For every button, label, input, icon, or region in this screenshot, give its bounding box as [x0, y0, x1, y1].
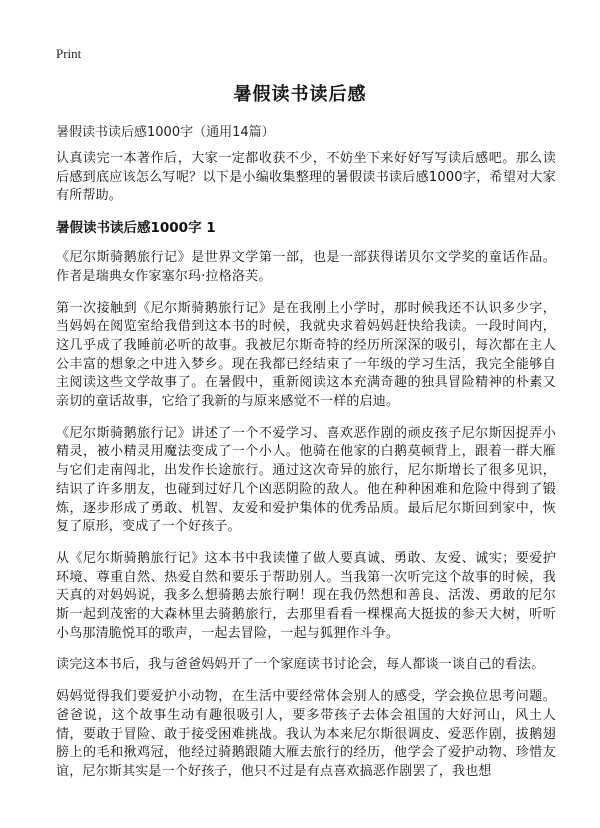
- document-subtitle: 暑假读书读后感1000字（通用14篇）: [56, 125, 275, 140]
- body-paragraph-3: 《尼尔斯骑鹅旅行记》讲述了一个不爱学习、喜欢恶作剧的顽皮孩子尼尔斯因捉弄小精灵，被小精灵用魔法变成了一个小人。他骑在他家的白鹅莫顿背上，跟着一群大雁与它们走南闯北，出发作长途旅行。通过这次奇异的旅行，尼尔斯增长了很多见识，结识了许多朋友，也碰到过好几个凶恶阴险的敌人。他在种种困难和危险中得到了锻炼，逐步形成了勇敢、机智、友爱和爱护集体的优秀品质。最后尼尔斯回到家中，恢复了原形，变成了一个好孩子。: [56, 425, 556, 535]
- body-paragraph-2: 第一次接触到《尼尔斯骑鹅旅行记》是在我刚上小学时，那时候我还不认识多少字，当妈妈在阅览室给我借到这本书的时候，我就央求着妈妈赶快给我读。一段时间内，这几乎成了我睡前必听的故事。我被尼尔斯奇特的经历所深深的吸引，每次都在主人公丰富的想象之中进入梦乡。现在我都已经结束了一年级的学习生活，我完全能够自主阅读这些文学故事了。在暑假中，重新阅读这本充满奇趣的独具冒险精神的朴素又亲切的童话故事，它给了我新的与原来感觉不一样的启迪。: [56, 300, 556, 410]
- body-paragraph-5: 读完这本书后，我与爸爸妈妈开了一个家庭读书讨论会，每人都谈一谈自己的看法。: [56, 657, 545, 673]
- intro-paragraph: 认真读完一本著作后，大家一定都收获不少，不妨坐下来好好写写读后感吧。那么读后感到底应该怎么写呢？以下是小编收集整理的暑假读书读后感1000字，希望对大家有所帮助。: [56, 151, 556, 204]
- body-paragraph-1: 《尼尔斯骑鹅旅行记》是世界文学第一部，也是一部获得诺贝尔文学奖的童话作品。作者是瑞典女作家塞尔玛·拉格洛芙。: [56, 250, 556, 284]
- body-paragraph-4: 从《尼尔斯骑鹅旅行记》这本书中我读懂了做人要真诚、勇敢、友爱、诚实；要爱护环境、尊重自然、热爱自然和要乐于帮助别人。当我第一次听完这个故事的时候，我天真的对妈妈说，我多么想骑鹅去旅行啊！现在我仍然想和善良、活泼、勇敢的尼尔斯一起到茂密的大森林里去骑鹅旅行，去那里看看一棵棵高大挺拔的参天大树，听听小鸟那清脆悦耳的歌声，一起去冒险，一起与狐狸作斗争。: [56, 550, 556, 641]
- print-link[interactable]: Print: [56, 46, 82, 61]
- page-title: 暑假读书读后感: [233, 84, 367, 105]
- body-paragraph-6: 妈妈觉得我们要爱护小动物，在生活中要经常体会别人的感受，学会换位思考问题。爸爸说，这个故事生动有趣很吸引人，要多带孩子去体会祖国的大好河山，风土人情，要敢于冒险、敢于接受困难挑战。我认为本来尼尔斯很调皮、爱恶作剧，拔鹅翅膀上的毛和揪鸡冠，他经过骑鹅跟随大雁去旅行的经历，他学会了爱护动物、珍惜友谊，尼尔斯其实是一个好孩子，他只不过是有点喜欢搞恶作剧罢了，我也想: [56, 689, 556, 779]
- section-heading: 暑假读书读后感1000字 1: [56, 220, 216, 237]
- document-body: [56, 150, 556, 795]
